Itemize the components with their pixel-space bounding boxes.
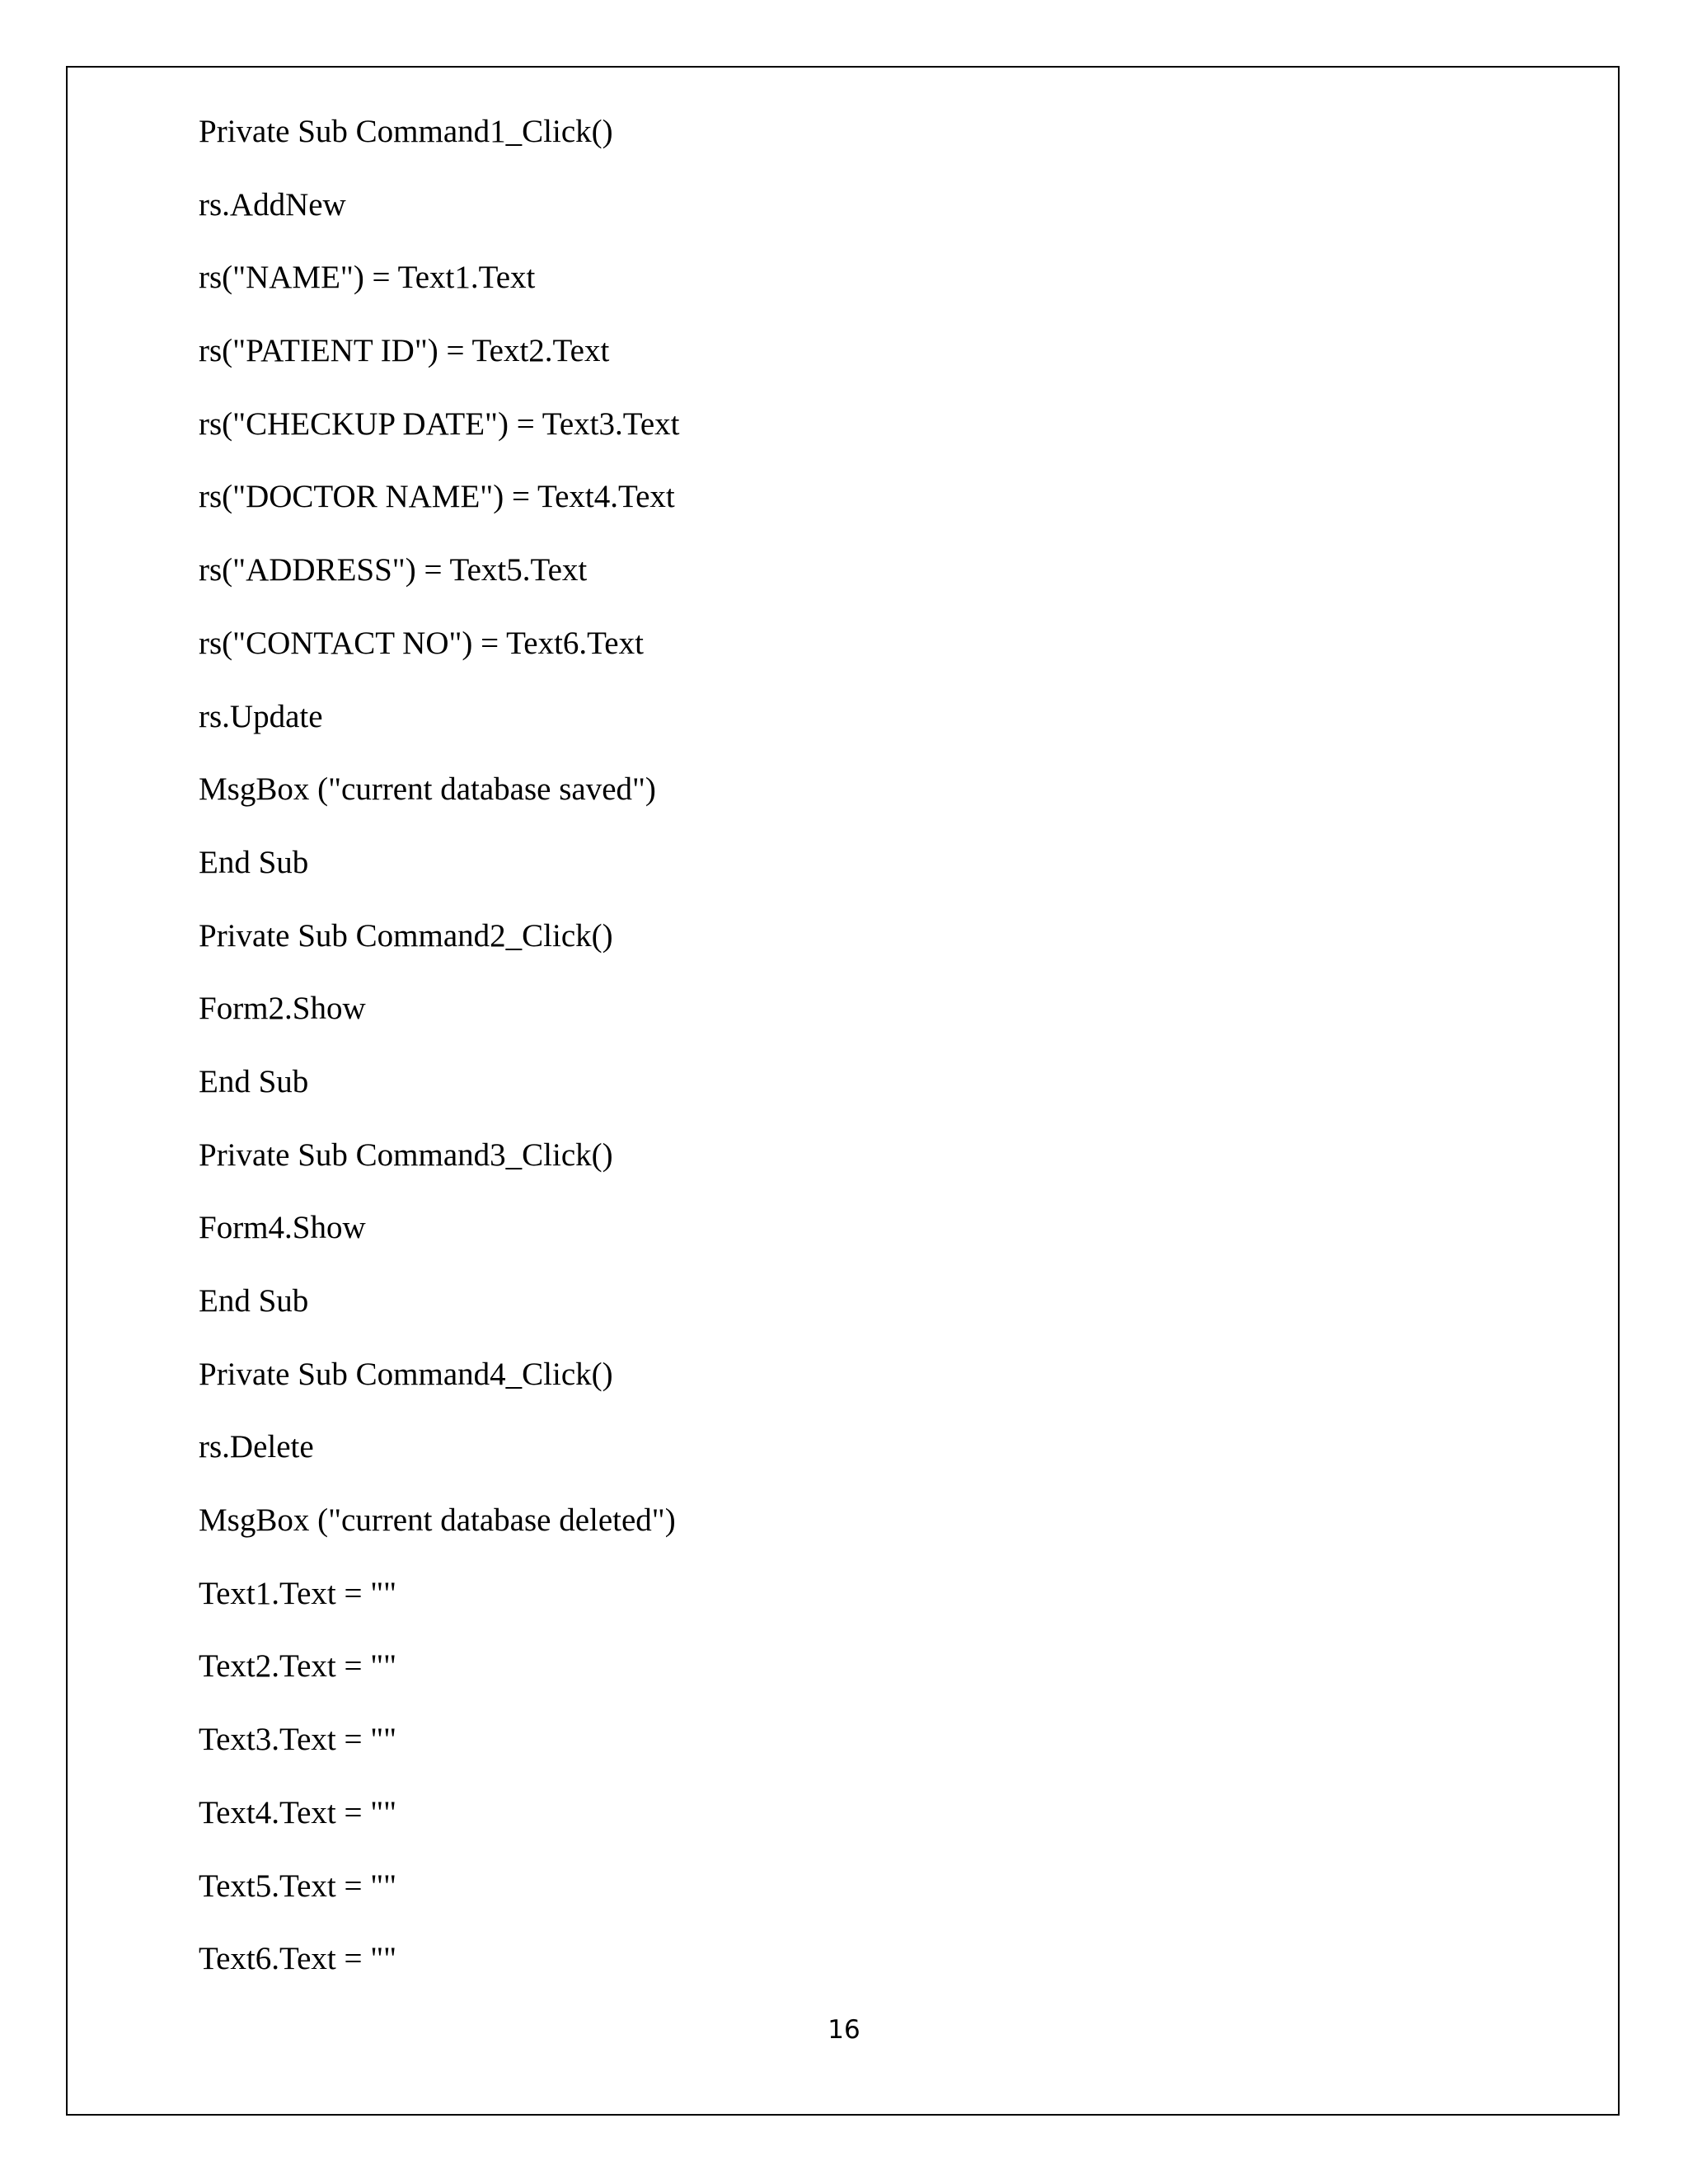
code-line: Private Sub Command3_Click() bbox=[199, 1137, 613, 1173]
code-line: Text6.Text = "" bbox=[199, 1941, 397, 1977]
code-line: Text4.Text = "" bbox=[199, 1794, 397, 1830]
code-line: Text1.Text = "" bbox=[199, 1575, 397, 1611]
code-line: rs("NAME") = Text1.Text bbox=[199, 260, 536, 296]
code-line: End Sub bbox=[199, 1283, 309, 1319]
code-line: rs.Update bbox=[199, 698, 323, 734]
code-line: rs.Delete bbox=[199, 1429, 314, 1465]
code-line: Form2.Show bbox=[199, 991, 366, 1027]
code-line: Text3.Text = "" bbox=[199, 1722, 397, 1758]
code-line: MsgBox ("current database deleted") bbox=[199, 1502, 676, 1539]
code-line: MsgBox ("current database saved") bbox=[199, 771, 656, 808]
code-line: Private Sub Command4_Click() bbox=[199, 1356, 613, 1392]
code-line: End Sub bbox=[199, 844, 309, 880]
code-line: rs("CHECKUP DATE") = Text3.Text bbox=[199, 405, 680, 442]
code-line: Private Sub Command2_Click() bbox=[199, 917, 613, 954]
code-line: rs("PATIENT ID") = Text2.Text bbox=[199, 333, 610, 369]
code-line: rs.AddNew bbox=[199, 186, 346, 223]
page-number: 16 bbox=[828, 2015, 860, 2045]
code-line: Form4.Show bbox=[199, 1210, 366, 1246]
code-line: Text2.Text = "" bbox=[199, 1648, 397, 1685]
code-line: Private Sub Command1_Click() bbox=[199, 114, 613, 149]
code-line: End Sub bbox=[199, 1063, 309, 1099]
code-line: Text5.Text = "" bbox=[199, 1868, 397, 1904]
code-line: rs("ADDRESS") = Text5.Text bbox=[199, 552, 588, 588]
code-line: rs("DOCTOR NAME") = Text4.Text bbox=[199, 479, 675, 515]
code-listing bbox=[199, 112, 680, 2013]
code-line: rs("CONTACT NO") = Text6.Text bbox=[199, 625, 644, 661]
